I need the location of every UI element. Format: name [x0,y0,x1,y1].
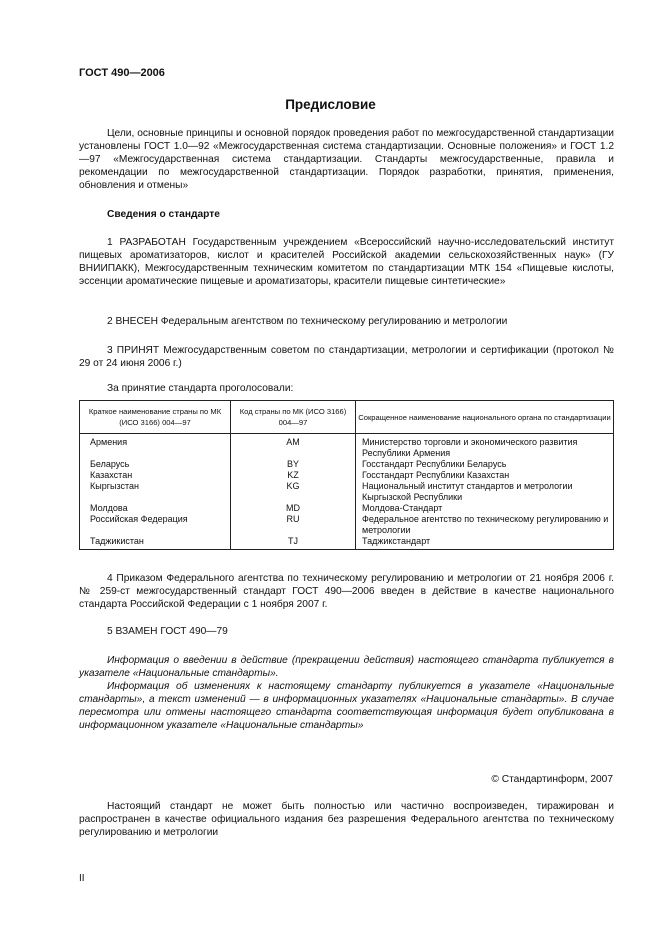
body-cell: Министерство торговли и экономического развития Республики Армения [356,434,614,460]
item-2-introduced: 2 ВНЕСЕН Федеральным агентством по техническому регулированию и метрологии [107,316,508,327]
item-5-replaces: 5 ВЗАМЕН ГОСТ 490—79 [107,626,228,637]
code-cell: RU [231,514,356,536]
header-country: Краткое наименование страны по МК (ИСО 3166) 004—97 [80,401,231,434]
body-cell: Таджикстандарт [356,536,614,550]
table-header-row [80,401,614,434]
country-cell: Казахстан [90,470,133,480]
table-row [80,514,614,536]
code-cell: KG [231,481,356,503]
table-row [80,536,614,550]
code-cell: BY [231,459,356,470]
intro-paragraph: Цели, основные принципы и основной порядок проведения работ по межгосударственной стандартизации установлены ГОСТ 1.0—92 «Межгосударственная система стандартизации. Основные положения» и ГОСТ 1.2—97 «Межгосударственная система стандартизации. Стандарты межгосударственные, правила и рекомендации по межгосударственной стандартизации. Порядок разработки, принятия, применения, обновления и отмены» [79,128,614,191]
country-cell: Молдова [90,503,128,513]
section-heading: Сведения о стандарте [107,209,220,220]
item-1-developed: 1 РАЗРАБОТАН Государственным учреждением «Всероссийский научно-исследовательский институт пищевых ароматизаторов, кислот и красителей Российской академии сельскохозяйственных наук» (ГУ ВНИИПАКК), Межгосударственным техническим комитетом по стандартизации МТК 154 «Пищевые кислоты, эссенции ароматические пищевые и ароматизаторы, красители пищевые синтетические» [79,237,614,287]
code-cell: AM [231,434,356,460]
body-cell: Федеральное агентство по техническому регулированию и метрологии [356,514,614,536]
country-cell: Беларусь [90,459,130,469]
page-title: Предисловие [285,97,376,112]
body-cell: Национальный институт стандартов и метрологии Кыргызской Республики [356,481,614,503]
votes-table [79,400,614,550]
item-4-order: 4 Приказом Федерального агентства по техническому регулированию и метрологии от 21 ноября 2006 г. № 259-ст межгосударственный стандарт ГОСТ 490—2006 введен в действие в качестве национального стандарта Российской Федерации с 1 ноября 2007 г. [79,573,614,610]
country-cell: Кыргызстан [90,481,139,491]
document-header: ГОСТ 490—2006 [79,67,165,79]
code-cell: MD [231,503,356,514]
page-number: II [79,873,85,884]
info-note-changes: Информация об изменениях к настоящему стандарту публикуется в указателе «Национальные стандарты», а текст изменений — в информационных указателях «Национальные стандарты». В случае пересмотра или отмены настоящего стандарта соответствующая информация будет опубликована в информационном указателе «Национальные стандарты» [79,680,614,731]
country-cell: Таджикистан [80,536,231,550]
votes-intro: За принятие стандарта проголосовали: [107,383,294,394]
body-cell: Госстандарт Республики Казахстан [356,470,614,481]
country-cell: Российская Федерация [90,514,188,524]
info-note-publication: Информация о введении в действие (прекращении действия) настоящего стандарта публикуется в указателе «Национальные стандарты». [79,655,614,679]
table-row [80,459,614,470]
item-3-adopted: 3 ПРИНЯТ Межгосударственным советом по стандартизации, метрологии и сертификации (протокол № 29 от 24 июня 2006 г.) [79,345,614,369]
body-cell: Молдова-Стандарт [356,503,614,514]
table-row [80,470,614,481]
country-cell: Армения [90,437,128,447]
code-cell: TJ [231,536,356,550]
reproduction-notice: Настоящий стандарт не может быть полностью или частично воспроизведен, тиражирован и распространен в качестве официального издания без разрешения Федерального агентства по техническому регулированию и метрологии [79,801,614,838]
body-cell: Госстандарт Республики Беларусь [356,459,614,470]
table-row [80,481,614,503]
header-body: Сокращенное наименование национального органа по стандартизации [356,401,614,434]
table-row [80,503,614,514]
copyright: © Стандартинформ, 2007 [491,774,613,785]
info-note [79,655,614,732]
header-code: Код страны по МК (ИСО 3166) 004—97 [231,401,356,434]
code-cell: KZ [231,470,356,481]
table-row [80,434,614,460]
